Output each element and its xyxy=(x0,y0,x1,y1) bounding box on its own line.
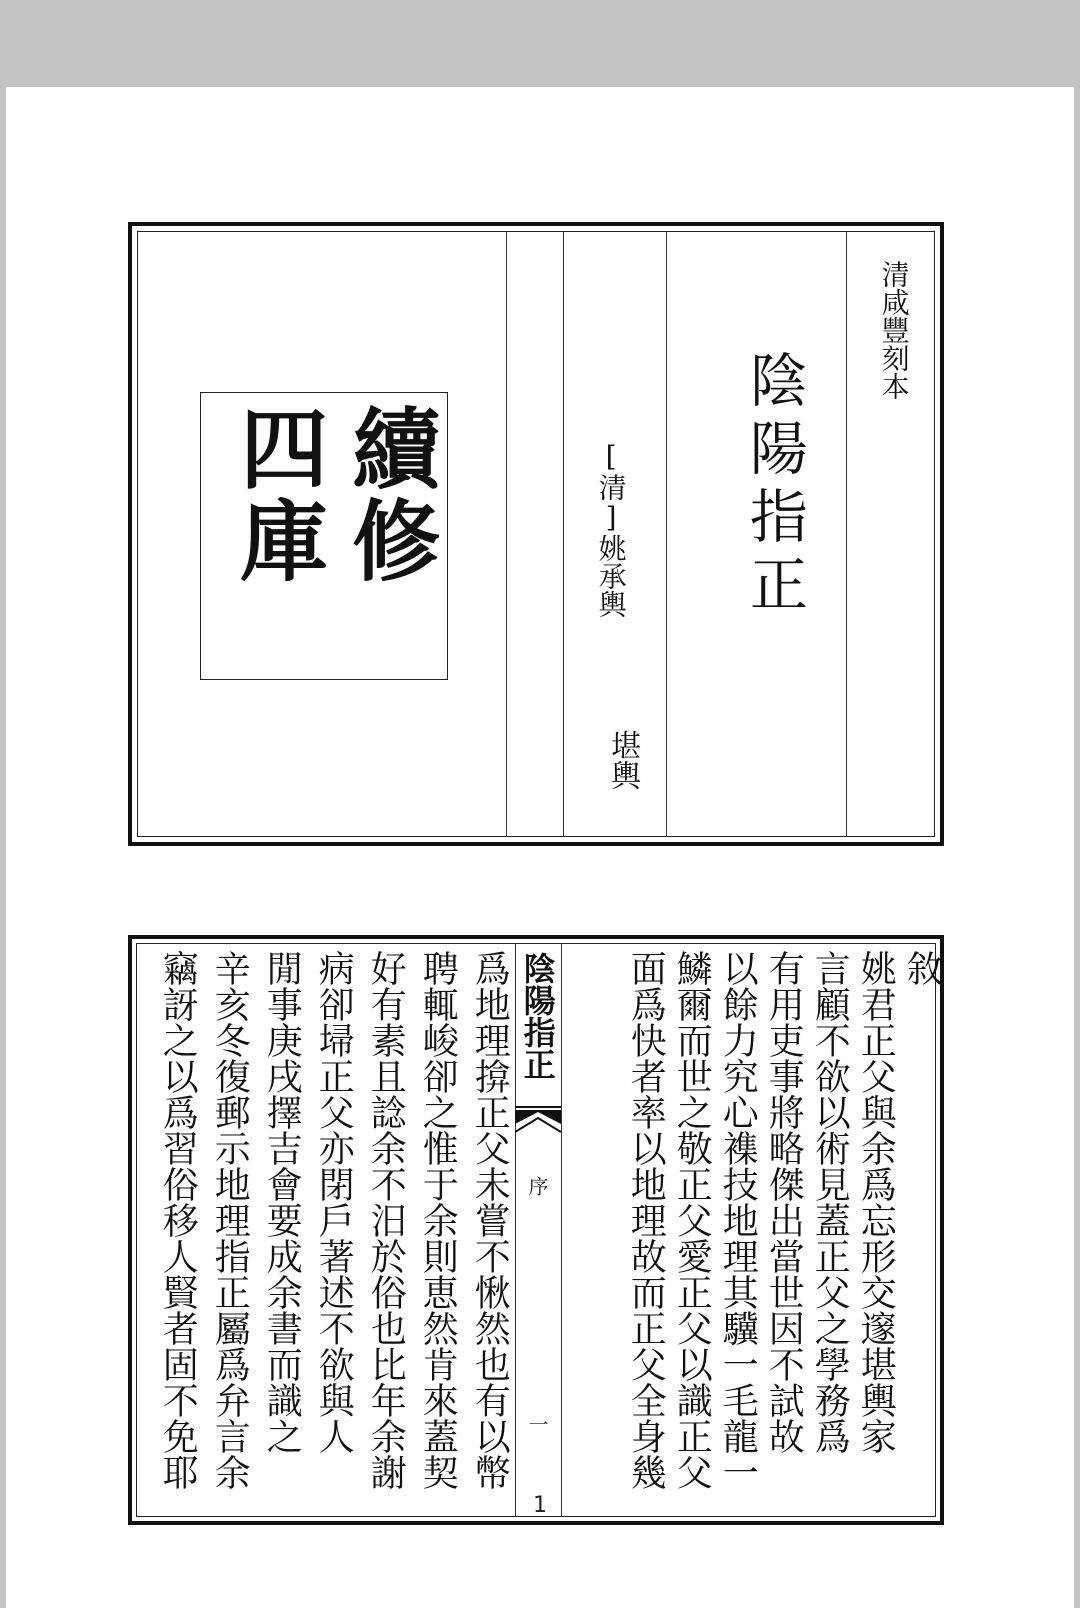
column-rule xyxy=(563,232,564,836)
preface-column: 閒事庚戌擇吉會要成余書而識之 xyxy=(261,950,303,1454)
page-number: 1 xyxy=(533,1493,547,1518)
preface-column: 爲地理揜正父未嘗不愀然也有以幣 xyxy=(469,950,511,1490)
band-page-number: 一 xyxy=(525,1414,549,1434)
column-rule xyxy=(846,232,847,836)
column-rule xyxy=(506,232,507,836)
seal-text-right: 續修 xyxy=(338,403,443,587)
center-band xyxy=(515,944,561,1516)
book-title: 陰陽指正 xyxy=(739,350,808,622)
preface-inner-border xyxy=(136,943,943,1517)
author-name: [清]姚承輿 xyxy=(594,440,628,618)
band-book-title: 陰陽指正 xyxy=(518,952,557,1080)
preface-column: 面爲快者率以地理故而正父全身幾 xyxy=(625,950,667,1490)
preface-column: 有用吏事將略傑出當世因不試故 xyxy=(763,950,805,1454)
seal-text-left: 四庫 xyxy=(226,403,331,587)
preface-column: 病卻埽正父亦閉戶著述不欲與人 xyxy=(313,950,355,1454)
preface-column: 好有素且諗余不汨於俗也比年余謝 xyxy=(365,950,407,1490)
title-page-frame xyxy=(128,222,944,846)
preface-column: 姚君正父與余爲忘形交邃堪輿家 xyxy=(855,950,897,1454)
column-rule xyxy=(666,232,667,836)
edition-note: 清咸豐刻本 xyxy=(877,260,911,400)
preface-column: 聘輒峻卻之惟于余則恵然肯來蓋契 xyxy=(417,950,459,1490)
category-label: 堪輿 xyxy=(605,730,640,790)
band-rule-right xyxy=(561,944,562,1516)
preface-page-frame xyxy=(128,935,944,1525)
preface-column: 竊訝之以爲習俗移人賢者固不免耶 xyxy=(157,950,199,1490)
band-section-label: 序 xyxy=(525,1176,549,1196)
preface-column: 敘 xyxy=(901,950,943,986)
preface-column: 以餘力究心襍技地理其驥一毛龍一 xyxy=(717,950,759,1490)
preface-column: 辛亥冬復郵示地理指正屬爲弁言余 xyxy=(209,950,251,1490)
series-seal-box xyxy=(200,392,448,680)
fishtail-mark xyxy=(515,1106,561,1148)
preface-column: 言顧不欲以術見蓋正父之學務爲 xyxy=(809,950,851,1454)
title-page-inner-border xyxy=(137,231,935,837)
preface-column: 鱗爾而世之敬正父愛正父以識正父 xyxy=(671,950,713,1490)
